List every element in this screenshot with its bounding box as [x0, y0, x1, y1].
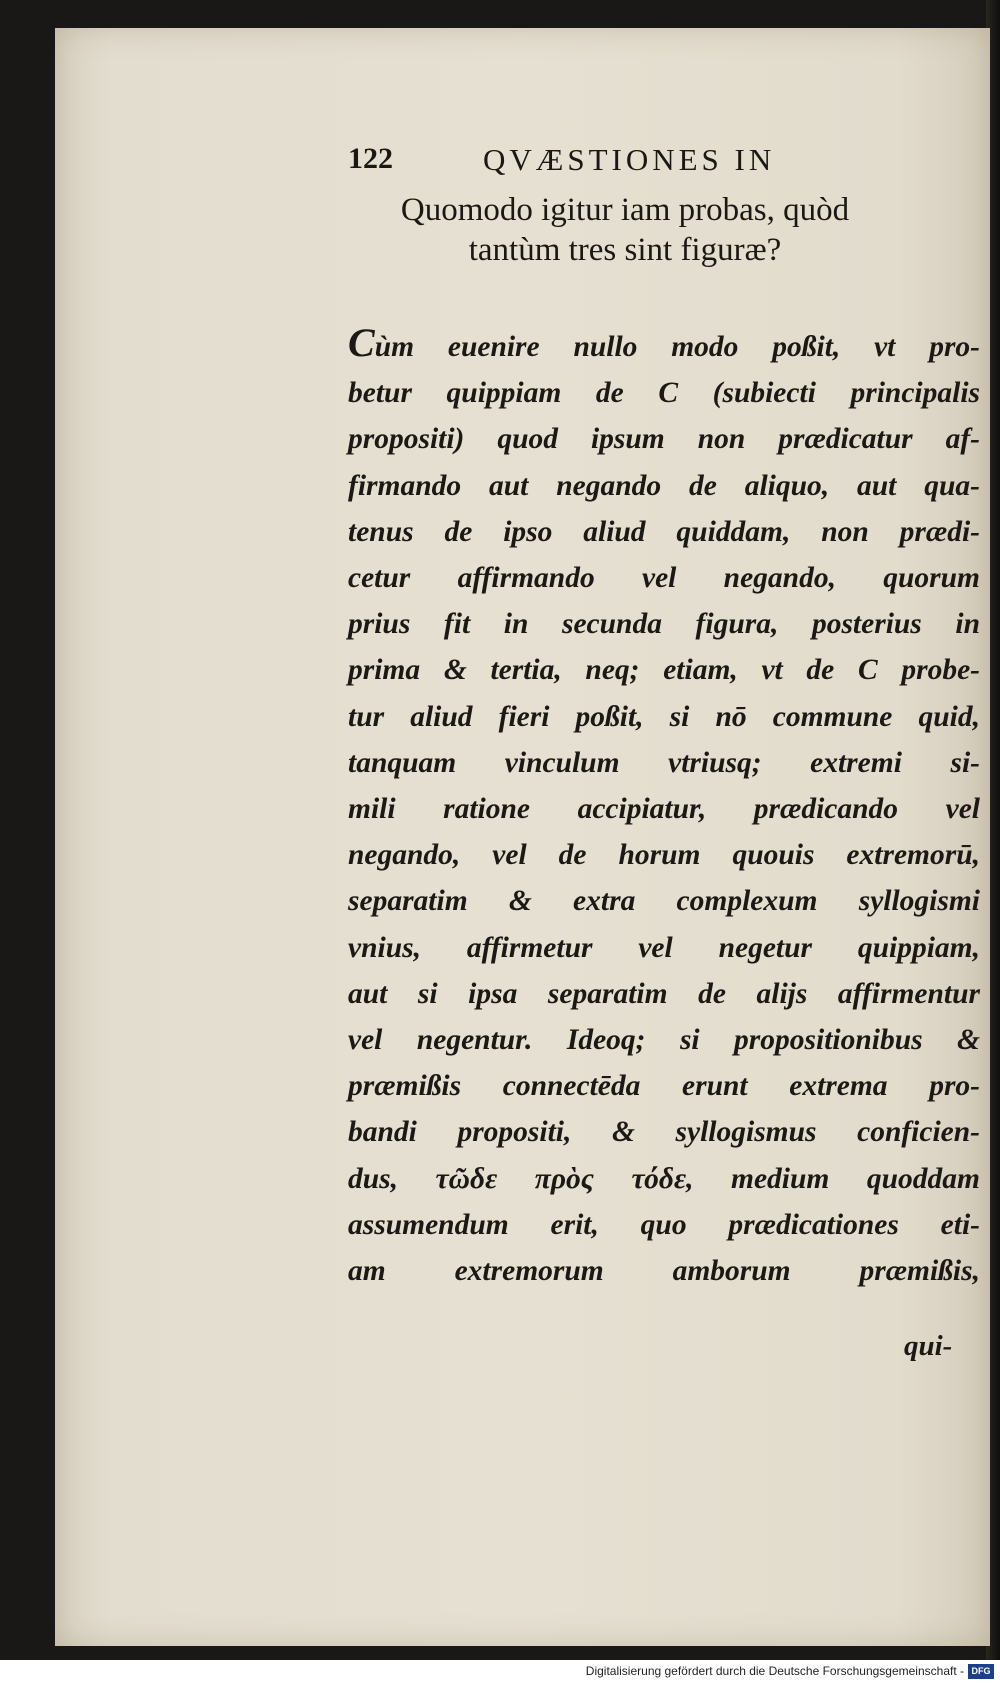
body-line: betur quippiam de C (subiecti principalis	[348, 377, 980, 410]
body-line: tur aliud fieri poßit, si nō commune quid,	[348, 700, 980, 733]
body-line: prius fit in secunda figura, posterius in	[348, 608, 980, 641]
body-line: bandi propositi, & syllogismus conficien-	[348, 1116, 980, 1149]
body-line: am extremorum amborum præmißis,	[348, 1255, 980, 1288]
question-line: Quomodo igitur iam probas, quòd	[400, 192, 850, 228]
catchword: qui-	[904, 1330, 953, 1362]
digitization-footer	[0, 1660, 1000, 1685]
body-line: tenus de ipso aliud quiddam, non prædi-	[348, 515, 980, 548]
footer-credit: Digitalisierung gefördert durch die Deutsche Forschungsgemeinschaft -	[585, 1664, 964, 1678]
body-line: vel negentur. Ideoq; si propositionibus &	[348, 1024, 980, 1057]
body-line: tanquam vinculum vtriusq; extremi si-	[348, 746, 980, 779]
page-number: 122	[348, 142, 393, 175]
dfg-logo-icon: DFG	[968, 1664, 994, 1679]
running-head: QVÆSTIONES IN	[483, 142, 776, 177]
body-paragraph	[348, 320, 980, 1294]
body-line: præmißis connectēda erunt extrema pro-	[348, 1070, 980, 1103]
body-line: separatim & extra complexum syllogismi	[348, 885, 980, 918]
question-line: tantùm tres sint figuræ?	[468, 232, 782, 268]
body-line: firmando aut negando de aliquo, aut qua-	[348, 469, 980, 502]
body-line: cetur affirmando vel negando, quorum	[348, 562, 980, 595]
body-line: negando, vel de horum quouis extremorū,	[348, 839, 980, 872]
body-line: prima & tertia, neq; etiam, vt de C probe-	[348, 654, 980, 687]
body-line: assumendum erit, quo prædicationes eti-	[348, 1208, 980, 1241]
body-line: Cùm euenire nullo modo poßit, vt pro-	[348, 320, 980, 365]
question-heading	[0, 190, 1000, 270]
body-line: mili ratione accipiatur, prædicando vel	[348, 793, 980, 826]
body-line: dus, τῶδε πρὸς τόδε, medium quoddam	[348, 1162, 980, 1195]
body-line: propositi) quod ipsum non prædicatur af-	[348, 423, 980, 456]
page-header	[348, 142, 868, 182]
body-line: aut si ipsa separatim de alijs affirmentur	[348, 977, 980, 1010]
body-line: vnius, affirmetur vel negetur quippiam,	[348, 931, 980, 964]
